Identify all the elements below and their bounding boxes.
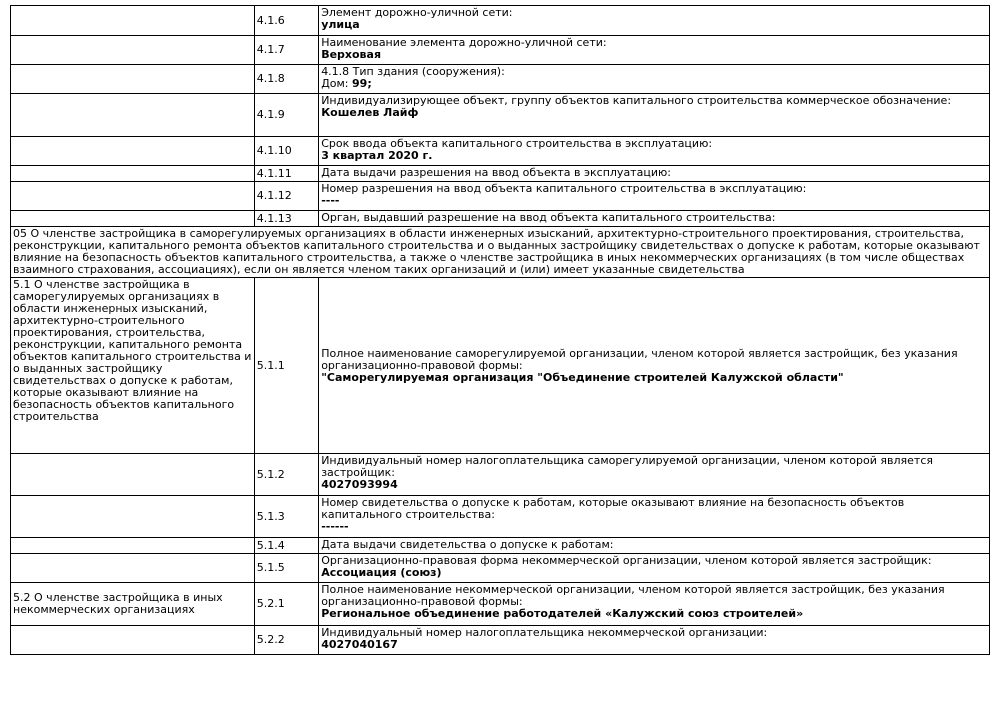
section-cell [11,538,255,554]
item-content [319,182,990,211]
item-number: 4.1.7 [254,36,318,65]
section-cell [11,182,255,211]
item-label: Наименование элемента дорожно-уличной сети: [321,36,607,49]
section-cell [11,626,255,655]
item-value: Ассоциация (союз) [321,566,442,579]
table-row [11,496,990,538]
item-label: Индивидуальный номер налогоплательщика саморегулируемой организации, членом которой является застройщик: [321,454,933,479]
table-row [11,538,990,554]
item-number: 5.1.5 [254,554,318,583]
item-number: 4.1.6 [254,6,318,36]
item-content [319,454,990,496]
section-cell [11,496,255,538]
table-row [11,211,990,227]
item-content [319,538,990,554]
section-cell [11,211,255,227]
item-label: Дата выдачи разрешения на ввод объекта в эксплуатацию: [321,166,671,179]
declaration-table [10,5,990,655]
item-number: 5.2.1 [254,583,318,626]
item-label: Номер свидетельства о допуске к работам, которые оказывают влияние на безопасность объектов капитального строительства: [321,496,905,521]
item-number: 5.1.2 [254,454,318,496]
item-value: Кошелев Лайф [321,106,419,119]
item-value: улица [321,18,360,31]
item-value-prefix: Дом: [321,77,353,90]
item-label: Организационно-правовая форма некоммерческой организации, членом которой является застройщик: [321,554,932,567]
item-number: 4.1.13 [254,211,318,227]
item-content [319,94,990,137]
item-label: Срок ввода объекта капитального строительства в эксплуатацию: [321,137,713,150]
item-content [319,583,990,626]
item-value-line [321,78,987,90]
item-number: 4.1.12 [254,182,318,211]
item-label: Номер разрешения на ввод объекта капитального строительства в эксплуатацию: [321,182,807,195]
table-row [11,454,990,496]
item-value: Верховая [321,48,382,61]
table-row [11,137,990,166]
item-label: Индивидуализирующее объект, группу объектов капитального строительства коммерческое обозначение: [321,94,952,107]
item-number: 4.1.10 [254,137,318,166]
item-number: 5.1.3 [254,496,318,538]
item-value: ---- [321,194,340,207]
section-cell [11,65,255,94]
item-value: 99; [352,77,372,90]
item-content [319,496,990,538]
item-number: 5.1.4 [254,538,318,554]
item-label: Дата выдачи свидетельства о допуске к работам: [321,538,614,551]
table-row [11,278,990,454]
section-cell [11,454,255,496]
item-content [319,6,990,36]
item-number: 4.1.8 [254,65,318,94]
item-number: 5.2.2 [254,626,318,655]
item-label: Орган, выдавший разрешение на ввод объекта капитального строительства: [321,211,776,224]
item-content [319,211,990,227]
item-label: Полное наименование некоммерческой организации, членом которой является застройщик, без указания организационно-правовой формы: [321,583,945,608]
item-number: 4.1.11 [254,166,318,182]
item-label: Индивидуальный номер налогоплательщика некоммерческой организации: [321,626,768,639]
section-5-2-title: 5.2 О членстве застройщика в иных некоммерческих организациях [11,583,255,626]
section-cell [11,94,255,137]
item-content [319,36,990,65]
item-value: 4027040167 [321,638,398,651]
table-row [11,6,990,36]
table-row [11,166,990,182]
item-content [319,554,990,583]
table-row [11,65,990,94]
item-value: Региональное объединение работодателей «Калужский союз строителей» [321,607,804,620]
section-5-header: 05 О членстве застройщика в саморегулируемых организациях в области инженерных изысканий, архитектурно-строительного проектирования, строительства, реконструкции, капитального ремонта объектов капитального строительства и о выданных застройщику свидетельствах о допуске к работам, которые оказывают влияние на безопасность объектов капитального строительства, а также о членстве застройщика в иных некоммерческих организациях (в том числе обществах взаимного страхования, ассоциациях), если он является членом таких организаций и (или) имеет указанные свидетельства [11,227,990,278]
table-row [11,583,990,626]
item-value: "Саморегулируемая организация "Объединение строителей Калужской области" [321,370,844,384]
section-cell [11,137,255,166]
item-value: 4027093994 [321,478,398,491]
table-row [11,36,990,65]
table-row [11,182,990,211]
table-row [11,94,990,137]
item-content [319,166,990,182]
table-row [11,554,990,583]
item-value: ------ [321,520,349,533]
section-5-1-title: 5.1 О членстве застройщика в саморегулируемых организациях в области инженерных изысканий, архитектурно-строительного проектирования, строительства, реконструкции, капитального ремонта объектов капитального строительства и о выданных застройщику свидетельствах о допуске к работам, которые оказывают влияние на безопасность объектов капитального строительства [11,278,255,454]
item-value: 3 квартал 2020 г. [321,149,433,162]
section-cell [11,6,255,36]
item-label: 4.1.8 Тип здания (сооружения): [321,65,505,78]
item-label: Полное наименование саморегулируемой организации, членом которой является застройщик, без указания организационно-правовой формы: [321,346,958,372]
item-number: 4.1.9 [254,94,318,137]
section-header-row [11,227,990,278]
section-cell [11,36,255,65]
item-label: Элемент дорожно-уличной сети: [321,6,513,19]
section-cell [11,554,255,583]
item-content [319,278,990,454]
item-content [319,137,990,166]
table-row [11,626,990,655]
item-content [319,65,990,94]
section-cell [11,166,255,182]
item-content [319,626,990,655]
item-number: 5.1.1 [254,278,318,454]
